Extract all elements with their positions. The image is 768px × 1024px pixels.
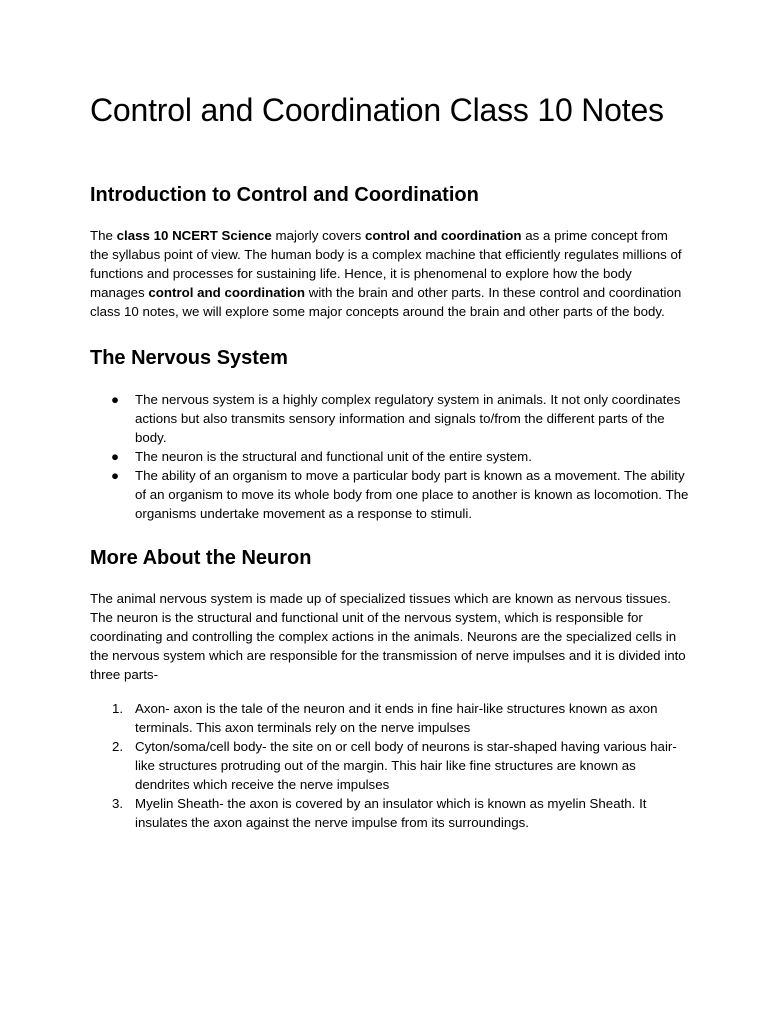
bullet-icon: ● xyxy=(111,392,120,407)
list-item xyxy=(90,390,690,447)
bullet-icon: ● xyxy=(111,449,120,464)
list-item xyxy=(90,699,690,737)
list-item xyxy=(90,737,690,794)
intro-text-2: majorly covers xyxy=(271,228,365,243)
intro-heading: Introduction to Control and Coordination xyxy=(90,184,479,206)
neuron-parts-list xyxy=(90,699,690,832)
intro-paragraph xyxy=(90,226,690,321)
intro-bold-3: control and coordination xyxy=(148,285,306,300)
intro-bold-1: class 10 NCERT Science xyxy=(116,228,272,243)
nervous-system-heading: The Nervous System xyxy=(90,347,288,369)
list-item-text: Cyton/soma/cell body- the site on or cell body of neurons is star-shaped having various hair-like structures protruding out of the margin. This hair like fine structures are known as dendrites which receive the nerve impulses xyxy=(135,739,677,792)
list-item xyxy=(90,447,690,466)
list-number: 1. xyxy=(112,701,124,716)
intro-text-4: with the brain and other parts. In these control and coordination class 10 notes, we will explore some major concepts around the brain and other parts of the body. xyxy=(90,285,682,319)
list-number: 3. xyxy=(112,796,124,811)
list-item-text: Axon- axon is the tale of the neuron and it ends in fine hair-like structures known as axon terminals. This axon terminals rely on the nerve impulses xyxy=(135,701,658,735)
list-item xyxy=(90,466,690,523)
list-item-text: Myelin Sheath- the axon is covered by an insulator which is known as myelin Sheath. It insulates the axon against the nerve impulse from its surroundings. xyxy=(135,796,647,830)
intro-text-1: The xyxy=(90,228,117,243)
nervous-system-list xyxy=(90,390,690,523)
list-number: 2. xyxy=(112,739,124,754)
bullet-icon: ● xyxy=(111,468,120,483)
neuron-paragraph: The animal nervous system is made up of specialized tissues which are known as nervous tissues. The neuron is the structural and functional unit of the nervous system, which is responsible for coordinating and controlling the complex actions in the animals. Neurons are the specialized cells in the nervous system which are responsible for the transmission of nerve impulses and it is divided into three parts- xyxy=(90,591,686,682)
list-item-text: The neuron is the structural and functional unit of the entire system. xyxy=(135,449,532,464)
list-item xyxy=(90,794,690,832)
neuron-heading: More About the Neuron xyxy=(90,547,312,569)
page-title: Control and Coordination Class 10 Notes xyxy=(90,92,664,128)
list-item-text: The ability of an organism to move a particular body part is known as a movement. The ability of an organism to move its whole body from one place to another is known as locomotion. The organisms undertake movement as a response to stimuli. xyxy=(135,468,689,521)
intro-text-3: as a prime concept from the syllabus point of view. The human body is a complex machine that efficiently regulates millions of functions and processes for sustaining life. Hence, it is phenomenal to explore how the body manages xyxy=(90,228,682,300)
intro-bold-2: control and coordination xyxy=(364,228,522,243)
list-item-text: The nervous system is a highly complex regulatory system in animals. It not only coordinates actions but also transmits sensory information and signals to/from the different parts of the body. xyxy=(135,392,681,445)
